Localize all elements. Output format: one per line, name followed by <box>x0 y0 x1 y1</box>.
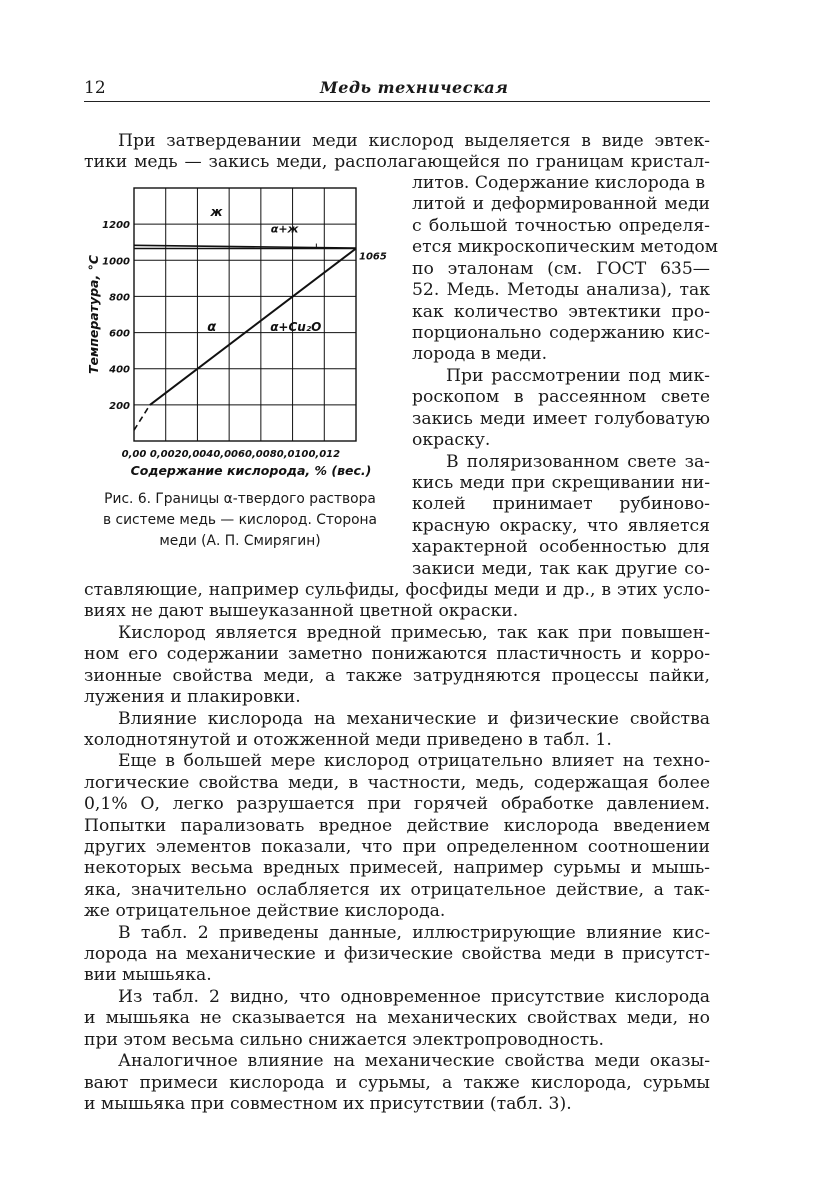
wrap-line: с большой точностью определя- <box>412 216 710 236</box>
x-tick-label: 0,012 <box>308 449 341 460</box>
phase-diagram-chart <box>84 180 410 490</box>
annotation-1065: 1065 <box>359 251 387 263</box>
series-solvus <box>150 249 356 405</box>
text-line: логические свойства меди, в частности, медь, содержащая более <box>84 773 710 793</box>
region-label: α <box>207 319 217 335</box>
text-line: Влияние кислорода на механические и физические свойства <box>118 709 710 729</box>
text-line: вии мышьяка. <box>84 965 212 985</box>
x-tick-label: 0,006 <box>213 449 245 460</box>
caption-line: Рис. 6. Границы α-твердого раствора <box>104 491 376 507</box>
text-line: Попытки парализовать вредное действие кислорода введением <box>84 816 710 836</box>
text-line: 0,1% О, легко разрушается при горячей обработке давлением. <box>84 794 710 814</box>
x-axis-label: Содержание кислорода, % (вес.) <box>130 463 372 478</box>
y-tick-label: 800 <box>109 292 130 304</box>
x-tick-label: 0,004 <box>181 449 214 460</box>
text-line: Еще в большей мере кислород отрицательно влияет на техно- <box>118 751 710 771</box>
text-line: Аналогичное влияние на механические свойства меди оказы- <box>118 1051 710 1071</box>
text-line: лорода на механические и физические свойства меди в присутст- <box>84 944 710 964</box>
text-line: лужения и плакировки. <box>84 687 301 707</box>
text-line: ставляющие, например сульфиды, фосфиды меди и др., в этих усло- <box>84 580 710 600</box>
y-tick-label: 200 <box>109 400 130 412</box>
wrap-line: закиси меди, так как другие со- <box>412 559 710 579</box>
series-liquidus <box>134 245 356 248</box>
text-line: В табл. 2 приведены данные, иллюстрирующие влияние кис- <box>118 923 710 943</box>
caption-line: меди (А. П. Смирягин) <box>159 533 321 549</box>
wrap-line: закись меди имеет голубоватую <box>412 409 710 429</box>
region-label: α+ж <box>270 222 299 236</box>
y-tick-label: 1000 <box>102 256 130 268</box>
text-line: некоторых весьма вредных примесей, например сурьмы и мышь- <box>84 858 710 878</box>
wrap-line: красную окраску, что является <box>412 516 710 536</box>
text-line: вают примеси кислорода и сурьмы, а также кислорода, сурьмы <box>84 1073 710 1093</box>
wrap-line: по эталонам (см. ГОСТ 635— <box>412 259 710 279</box>
y-tick-label: 600 <box>109 328 130 340</box>
wrap-line: как количество эвтектики про- <box>412 302 710 322</box>
wrap-line: литов. Содержание кислорода в <box>412 173 706 193</box>
wrap-line: лорода в меди. <box>412 344 548 364</box>
x-tick-label: 0,002 <box>149 449 182 460</box>
region-label: ж <box>210 205 223 220</box>
plot-frame <box>134 188 356 441</box>
page-number: 12 <box>84 78 106 98</box>
wrap-line: кись меди при скрещивании ни- <box>412 473 710 493</box>
wrap-line: порционально содержанию кис- <box>412 323 710 343</box>
text-line: и мышьяка при совместном их присутствии (табл. 3). <box>84 1094 572 1114</box>
caption-line: в системе медь — кислород. Сторона <box>102 512 378 528</box>
x-tick-label: 0,008 <box>245 449 277 460</box>
text-line: и мышьяка не сказывается на механических свойствах меди, но <box>84 1008 710 1028</box>
running-title: Медь техническая <box>320 78 509 97</box>
region-label: α+Cu₂O <box>270 319 322 334</box>
text-line: других элементов показали, что при определенном соотношении <box>84 837 710 857</box>
wrap-line: 52. Медь. Методы анализа), так <box>412 280 710 300</box>
text-line: ном его содержании заметно понижаются пластичность и корро- <box>84 644 710 664</box>
figure-caption <box>84 489 396 552</box>
wrap-line: окраску. <box>412 430 491 450</box>
text-line: При затвердевании меди кислород выделяется в виде эвтек- <box>118 131 710 151</box>
phase-diagram-figure <box>84 180 410 490</box>
wrap-line: ется микроскопическим методом <box>412 237 719 257</box>
wrap-line: В поляризованном свете за- <box>446 452 710 472</box>
wrap-line: колей принимает рубиново- <box>412 494 710 514</box>
wrap-line: При рассмотрении под мик- <box>446 366 710 386</box>
wrap-line: характерной особенностью для <box>412 537 710 557</box>
wrap-line: роскопом в рассеянном свете <box>412 387 710 407</box>
x-tick-label: 0,010 <box>276 449 309 460</box>
text-line: яка, значительно ослабляется их отрицательное действие, а так- <box>84 880 710 900</box>
header-rule <box>84 101 710 102</box>
series-solvus-dashed <box>134 405 150 430</box>
text-line: холоднотянутой и отожженной меди приведено в табл. 1. <box>84 730 612 750</box>
y-tick-label: 400 <box>109 364 130 376</box>
text-line: же отрицательное действие кислорода. <box>84 901 446 921</box>
text-line: Кислород является вредной примесью, так как при повышен- <box>118 623 710 643</box>
text-line: виях не дают вышеуказанной цветной окраски. <box>84 601 519 621</box>
y-tick-label: 1200 <box>102 220 130 232</box>
wrap-line: литой и деформированной меди <box>412 194 710 214</box>
text-line: при этом весьма сильно снижается электропроводность. <box>84 1030 604 1050</box>
y-axis-label: Температура, °C <box>86 254 101 375</box>
text-line: Из табл. 2 видно, что одновременное присутствие кислорода <box>118 987 710 1007</box>
x-tick-label: 0,00 <box>121 449 147 460</box>
text-line: тики медь — закись меди, располагающейся по границам кристал- <box>84 152 710 172</box>
text-line: зионные свойства меди, а также затрудняются процессы пайки, <box>84 666 710 686</box>
